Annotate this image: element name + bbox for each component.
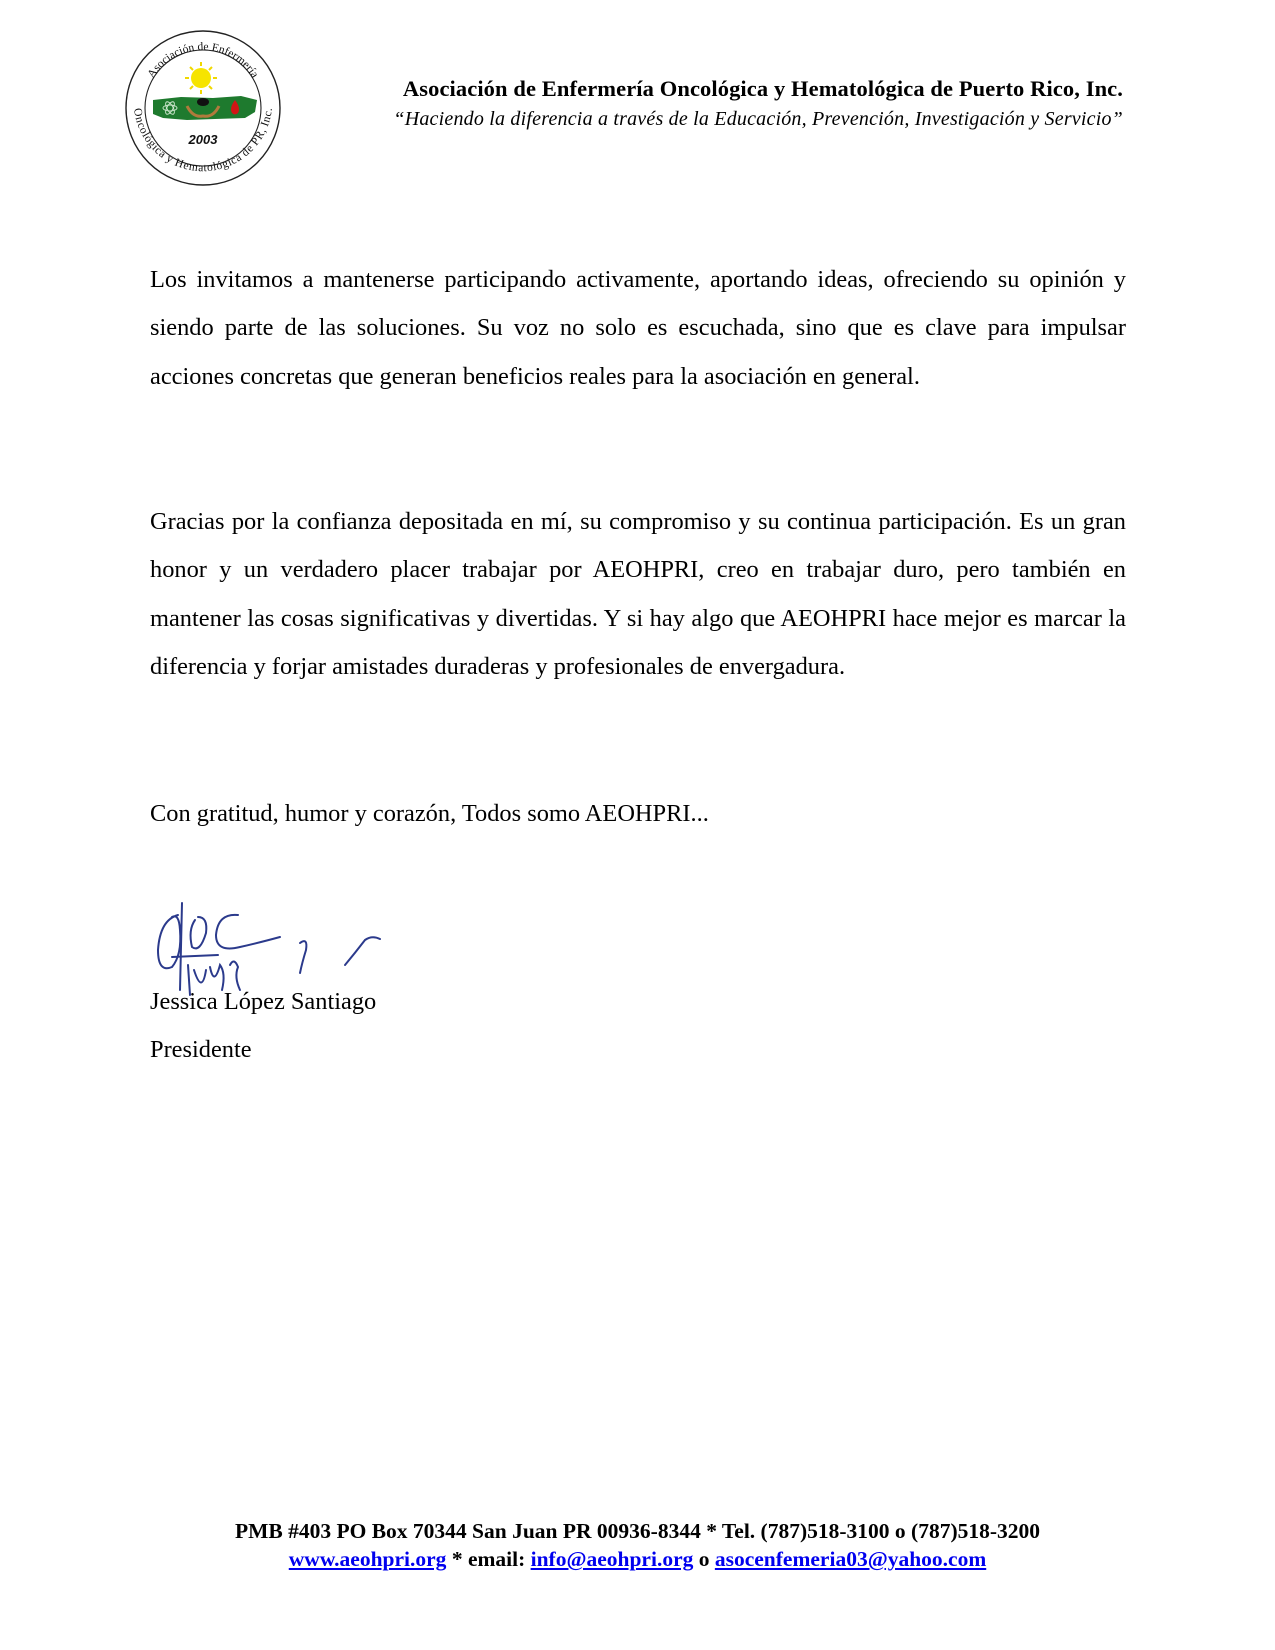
association-logo	[123, 28, 283, 188]
email-link-primary[interactable]: info@aeohpri.org	[530, 1547, 694, 1571]
website-link[interactable]: www.aeohpri.org	[288, 1547, 447, 1571]
email-separator: o	[693, 1547, 715, 1571]
logo-year: 2003	[188, 132, 218, 147]
paragraph-participation: Los invitamos a mantenerse participando activamente, aportando ideas, ofreciendo su opinión y siendo parte de las soluciones. Su voz no solo es escuchada, sino que es clave para impulsar acciones concretas que generan beneficios reales para la asociación en general.	[150, 266, 1126, 390]
handwritten-signature	[150, 895, 400, 1000]
footer-address: PMB #403 PO Box 70344 San Juan PR 00936-8344 * Tel. (787)518-3100 o (787)518-3200	[234, 1519, 1041, 1543]
logo-bottom-text: Oncológica y Hematológica de PR, Inc.	[131, 107, 275, 175]
organization-tagline: “Haciendo la diferencia a través de la Educación, Prevención, Investigación y Servicio”	[393, 108, 1123, 130]
organization-name: Asociación de Enfermería Oncológica y Hematológica de Puerto Rico, Inc.	[402, 76, 1123, 101]
paragraph-closing: Con gratitud, humor y corazón, Todos somo AEOHPRI...	[150, 800, 709, 827]
signer-name: Jessica López Santiago	[150, 988, 377, 1015]
email-link-secondary[interactable]: asocenfemeria03@yahoo.com	[714, 1547, 987, 1571]
footer-contact	[0, 1547, 1275, 1572]
logo-top-text: Asociación de Enfermería	[145, 40, 261, 81]
paragraph-gratitude: Gracias por la confianza depositada en mí, su compromiso y su continua participación. Es un gran honor y un verdadero placer trabajar por AEOHPRI, creo en trabajar duro, pero también en mantener las cosas significativas y divertidas. Y si hay algo que AEOHPRI hace mejor es marcar la diferencia y forjar amistades duraderas y profesionales de envergadura.	[150, 508, 1126, 681]
email-label: * email:	[446, 1547, 531, 1571]
signer-title: Presidente	[150, 1036, 252, 1063]
